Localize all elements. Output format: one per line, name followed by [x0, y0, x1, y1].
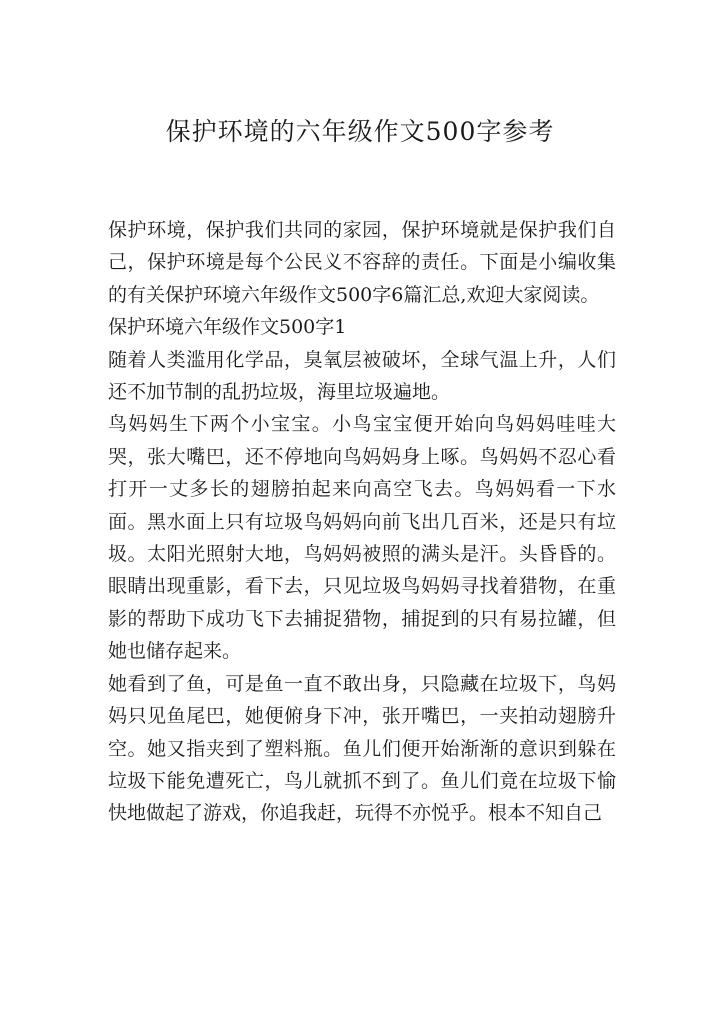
body-paragraph: 她看到了鱼，可是鱼一直不敢出身，只隐藏在垃圾下，鸟妈妈只见鱼尾巴，她便俯身下冲，张开嘴巴，一夹拍动翅膀升空。她又指夹到了塑料瓶。鱼儿们便开始渐渐的意识到躲在垃圾下能免遭死亡，鸟儿就抓不到了。鱼儿们竟在垃圾下愉快地做起了游戏，你追我赶，玩得不亦悦乎。根本不知自己: [108, 672, 616, 825]
intro-paragraph: 保护环境，保护我们共同的家园，保护环境就是保护我们自己，保护环境是每个公民义不容辞的责任。下面是小编收集的有关保护环境六年级作文500字6篇汇总,欢迎大家阅读。: [108, 219, 616, 306]
document-title: 保护环境的六年级作文500字参考: [165, 117, 555, 146]
body-paragraph: 鸟妈妈生下两个小宝宝。小鸟宝宝便开始向鸟妈妈哇哇大哭，张大嘴巴，还不停地向鸟妈妈身上啄。鸟妈妈不忍心看打开一丈多长的翅膀拍起来向高空飞去。鸟妈妈看一下水面。黑水面上只有垃圾鸟妈妈向前飞出几百米，还是只有垃圾。太阳光照射大地，鸟妈妈被照的满头是汗。头昏昏的。眼睛出现重影，看下去，只见垃圾鸟妈妈寻找着猎物，在重影的帮助下成功飞下去捕捉猎物，捕捉到的只有易拉罐，但她也储存起来。: [108, 413, 616, 663]
document-body: [108, 214, 616, 830]
body-paragraph: 随着人类滥用化学品，臭氧层被破坏，全球气温上升，人们还不加节制的乱扔垃圾，海里垃圾遍地。: [108, 348, 616, 404]
section-heading: 保护环境六年级作文500字1: [108, 316, 347, 339]
